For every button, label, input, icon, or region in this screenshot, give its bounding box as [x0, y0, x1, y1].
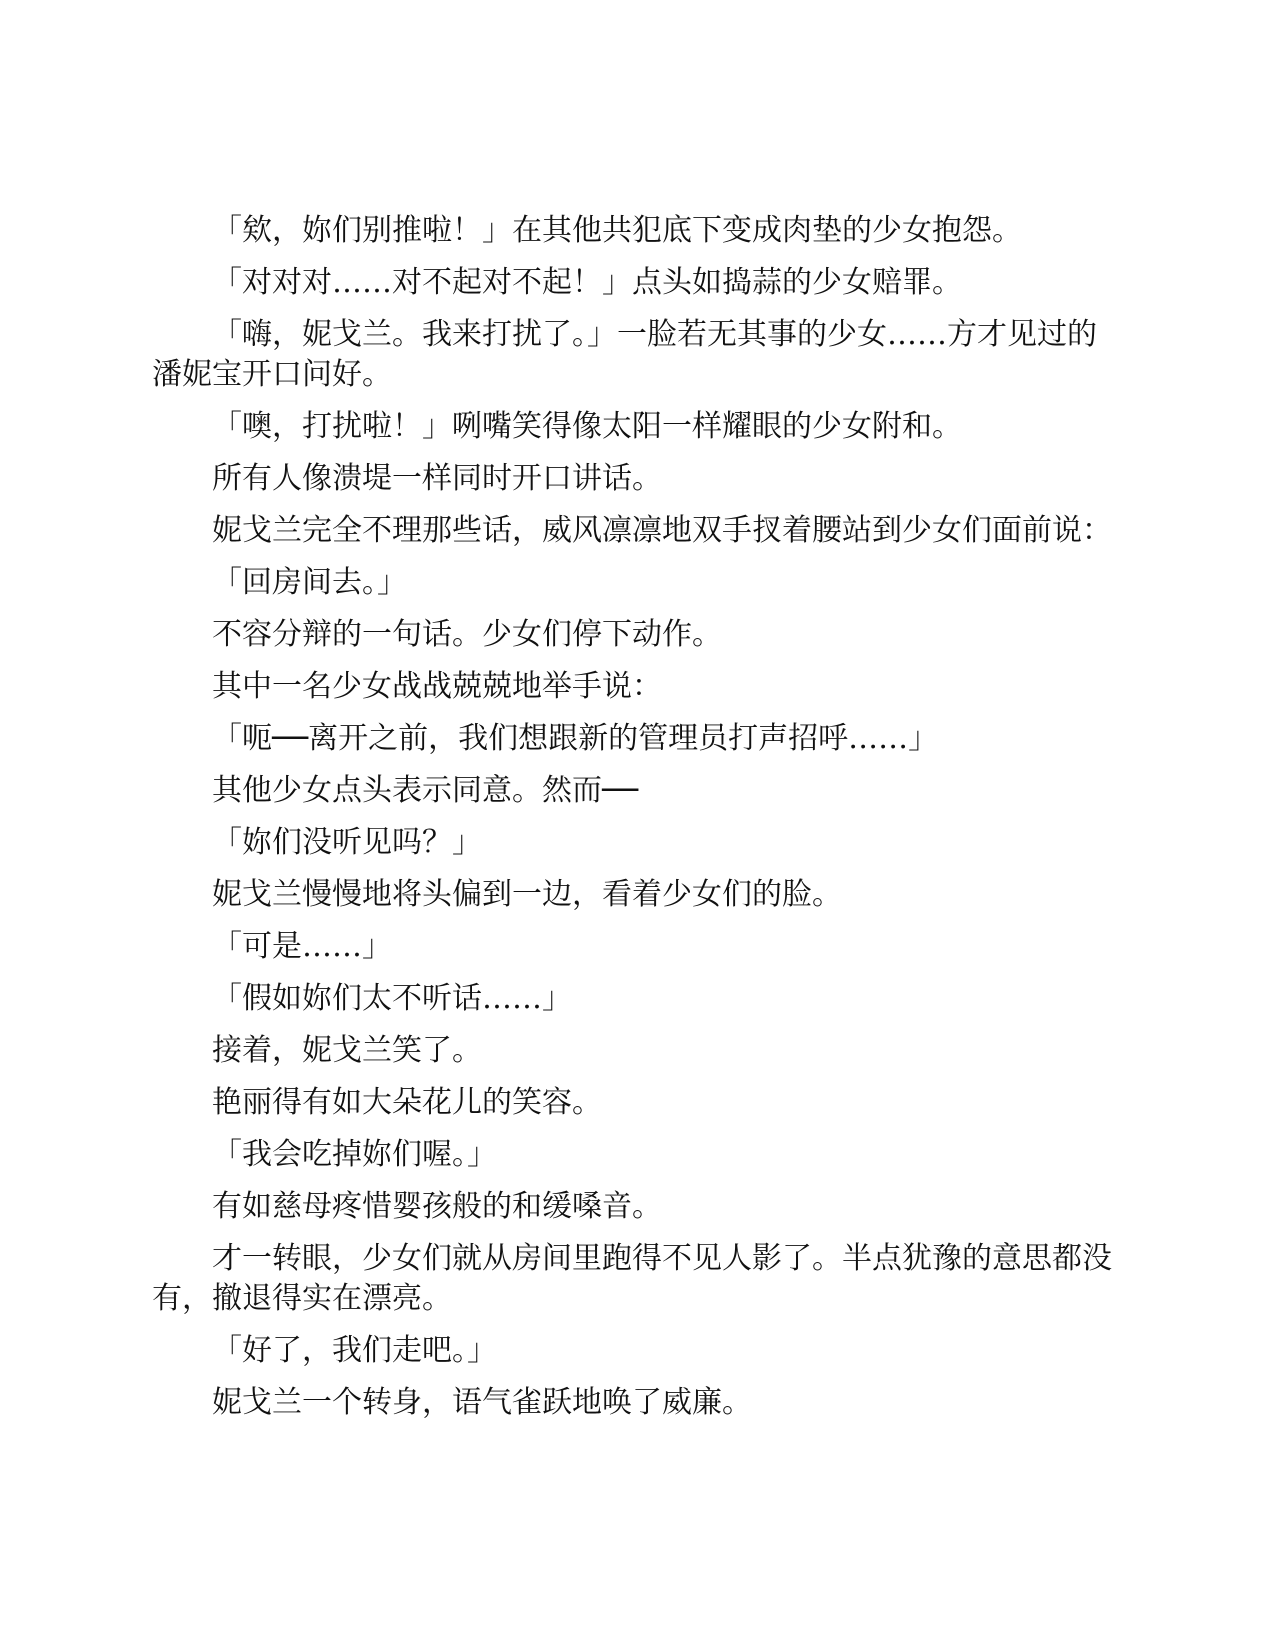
paragraph: 有如慈母疼惜婴孩般的和缓嗓音。: [212, 1189, 662, 1224]
paragraph: 妮戈兰一个转身，语气雀跃地唤了威廉。: [212, 1385, 752, 1420]
paragraph: 才一转眼，少女们就从房间里跑得不见人影了。半点犹豫的意思都没有，撤退得实在漂亮。: [152, 1241, 1112, 1316]
paragraph: 「噢，打扰啦！」咧嘴笑得像太阳一样耀眼的少女附和。: [212, 409, 962, 444]
paragraph: 接着，妮戈兰笑了。: [212, 1033, 482, 1068]
paragraph: 「妳们没听见吗？」: [212, 825, 482, 860]
paragraph: 「我会吃掉妳们喔。」: [212, 1137, 497, 1172]
paragraph: 不容分辩的一句话。少女们停下动作。: [212, 617, 722, 652]
paragraph: 「欸，妳们别推啦！」在其他共犯底下变成肉垫的少女抱怨。: [212, 213, 1022, 248]
paragraph: 「假如妳们太不听话……」: [212, 981, 572, 1016]
paragraph: 其中一名少女战战兢兢地举手说：: [212, 669, 662, 704]
paragraph: 所有人像溃堤一样同时开口讲话。: [212, 461, 662, 496]
paragraph: 「呃──离开之前，我们想跟新的管理员打声招呼……」: [212, 721, 939, 756]
paragraph: 「回房间去。」: [212, 565, 407, 600]
paragraph: 妮戈兰慢慢地将头偏到一边，看着少女们的脸。: [212, 877, 842, 912]
paragraph: 妮戈兰完全不理那些话，威风凛凛地双手扠着腰站到少女们面前说：: [212, 513, 1112, 548]
paragraph: 其他少女点头表示同意。然而──: [212, 773, 639, 808]
paragraph: 「对对对……对不起对不起！」点头如捣蒜的少女赔罪。: [212, 265, 962, 300]
paragraph: 「好了，我们走吧。」: [212, 1333, 497, 1368]
paragraph: 艳丽得有如大朵花儿的笑容。: [212, 1085, 602, 1120]
paragraph: 「嗨，妮戈兰。我来打扰了。」一脸若无其事的少女……方才见过的潘妮宝开口问好。: [152, 317, 1097, 392]
body-text: [152, 211, 1122, 1435]
paragraph: 「可是……」: [212, 929, 392, 964]
